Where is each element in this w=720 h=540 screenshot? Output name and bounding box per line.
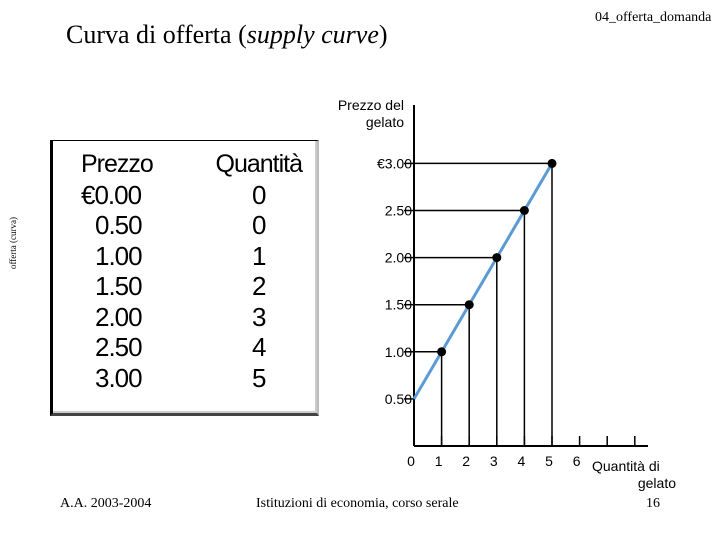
x-tick-label: 5: [545, 453, 553, 469]
y-tick-label: 2.00: [384, 249, 412, 266]
price-cell: 0.50: [95, 210, 142, 240]
price-cell: 3.00: [95, 362, 142, 393]
quantity-cell: 2: [252, 271, 266, 301]
y-axis-title-line2: gelato: [365, 114, 404, 130]
y-tick-label: 2.50: [384, 202, 412, 219]
table-row: [81, 210, 317, 241]
supply-schedule-table: [50, 140, 319, 416]
x-tick-label: 0: [407, 453, 415, 469]
footer-year: A.A. 2003-2004: [60, 496, 152, 511]
x-tick-label: 1: [434, 453, 443, 469]
price-cell: 2.50: [95, 332, 142, 362]
quantity-cell: 3: [252, 301, 266, 332]
quantity-cell: 0: [252, 210, 266, 240]
page-number: 16: [646, 496, 660, 511]
file-label: 04_offerta_domanda: [595, 10, 712, 25]
quantity-cell: 5: [252, 362, 266, 393]
x-tick-label: 3: [489, 453, 498, 469]
y-axis-title: Prezzo del: [337, 97, 404, 113]
price-cell: 1.50: [95, 271, 142, 301]
x-tick-label: 2: [462, 453, 471, 469]
data-point: [465, 300, 474, 309]
y-tick-label: 1.50: [384, 296, 412, 313]
slide-title: Curva di offerta (supply curve): [66, 20, 388, 49]
quantity-header: Quantità: [215, 150, 303, 178]
table-row: [81, 332, 317, 363]
y-tick-label: €3.00: [376, 155, 412, 172]
quantity-cell: 4: [252, 332, 266, 362]
table-header-row: [81, 149, 317, 180]
x-tick-label: 4: [517, 453, 526, 469]
price-cell: 1.00: [95, 240, 142, 271]
quantity-cell: 1: [252, 240, 266, 271]
side-label: offerta (curva): [8, 216, 18, 270]
data-point: [492, 253, 501, 262]
x-axis-title: Quantità di: [592, 458, 660, 474]
data-point: [548, 159, 557, 168]
data-point: [437, 347, 446, 356]
quantity-cell: 0: [252, 179, 266, 210]
footer-course: Istituzioni di economia, corso serale: [256, 496, 459, 511]
price-header: Prezzo: [81, 150, 153, 178]
y-tick-label: 0.50: [384, 390, 412, 407]
table-row: [81, 302, 317, 333]
y-tick-label: 1.00: [384, 343, 412, 360]
price-cell: €0.00: [81, 179, 142, 210]
price-cell: 2.00: [95, 301, 142, 332]
x-tick-label: 6: [572, 453, 581, 469]
x-axis-title-line2: gelato: [637, 475, 676, 491]
table-row: [81, 241, 317, 272]
table-row: [81, 363, 317, 394]
table-row: [81, 271, 317, 302]
supply-curve-line: [414, 163, 552, 399]
data-point: [520, 206, 529, 215]
table-row: [81, 180, 317, 211]
